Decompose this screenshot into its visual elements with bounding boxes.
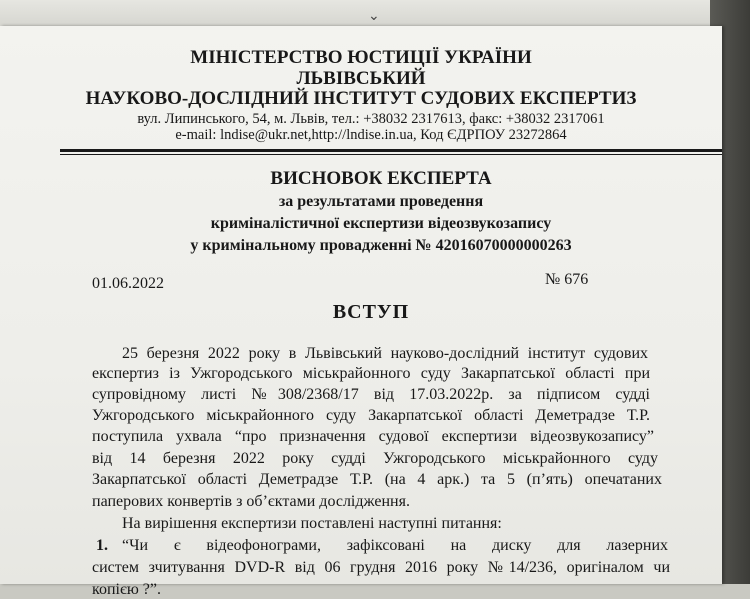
title-subline-3: у кримінальному провадженні № 42016070000000263 — [190, 237, 572, 254]
paragraph-line: від 14 березня 2022 року судді Ужгородського міськрайонного суду — [92, 450, 658, 467]
institute-address: вул. Липинського, 54, м. Львів, тел.: +38032 2317613, факс: +38032 2317061 — [137, 111, 605, 127]
document-page — [0, 26, 722, 598]
document-date: 01.06.2022 — [92, 275, 164, 292]
paragraph-line: експертиз із Ужгородського міськрайонного суду Закарпатської області при — [92, 365, 650, 382]
title-subline-1: за результатами проведення — [278, 193, 484, 210]
header-divider-thick — [60, 149, 722, 152]
document-title: ВИСНОВОК ЕКСПЕРТА — [270, 168, 492, 189]
paragraph-line: паперових конвертів з об’єктами дослідження. — [92, 493, 410, 510]
previous-sheet-edge — [0, 0, 750, 26]
document-number: № 676 — [545, 271, 589, 288]
paragraph-line: супровідному листі №308/2368/17 від 17.03.2022р. за підписом судді — [92, 386, 650, 403]
question-line: систем зчитування DVD-R від 06 грудня 2016 року №14/236, оригіналом чи — [92, 559, 670, 576]
question-line: копією ?”. — [92, 581, 161, 598]
ministry-heading: МІНІСТЕРСТВО ЮСТИЦІЇ УКРАЇНИ — [190, 47, 532, 68]
section-title: ВСТУП — [332, 301, 410, 323]
title-subline-2: криміналістичної експертизи відеозвукозапису — [210, 215, 552, 232]
paragraph-line: 25 березня 2022 року в Львівський науково-дослідний інститут судових — [122, 345, 648, 362]
paragraph-line: Закарпатської області Деметрадзе Т.Р. (на 4 арк.) та 5 (п’ять) опечатаних — [92, 471, 662, 488]
institute-heading: НАУКОВО-ДОСЛІДНИЙ ІНСТИТУТ СУДОВИХ ЕКСПЕРТИЗ — [85, 88, 637, 109]
question-number: 1. — [96, 537, 108, 554]
institute-contacts: e-mail: lndise@ukr.net,http://lndise.in.ua, Код ЄДРПОУ 23272864 — [175, 127, 567, 143]
city-heading: ЛЬВІВСЬКИЙ — [296, 68, 426, 89]
questions-intro: На вирішення експертизи поставлені наступні питання: — [122, 515, 502, 532]
paragraph-line: Ужгородського міськрайонного суду Закарпатської області Деметрадзе Т.Р. — [92, 407, 650, 424]
header-divider-thin — [60, 154, 722, 155]
chevron-down-icon: ⌄ — [368, 8, 380, 24]
question-line: “Чи є відеофонограми, зафіксовані на диску для лазерних — [122, 537, 668, 554]
paragraph-line: поступила ухвала “про призначення судової експертизи відеозвукозапису” — [92, 428, 654, 445]
